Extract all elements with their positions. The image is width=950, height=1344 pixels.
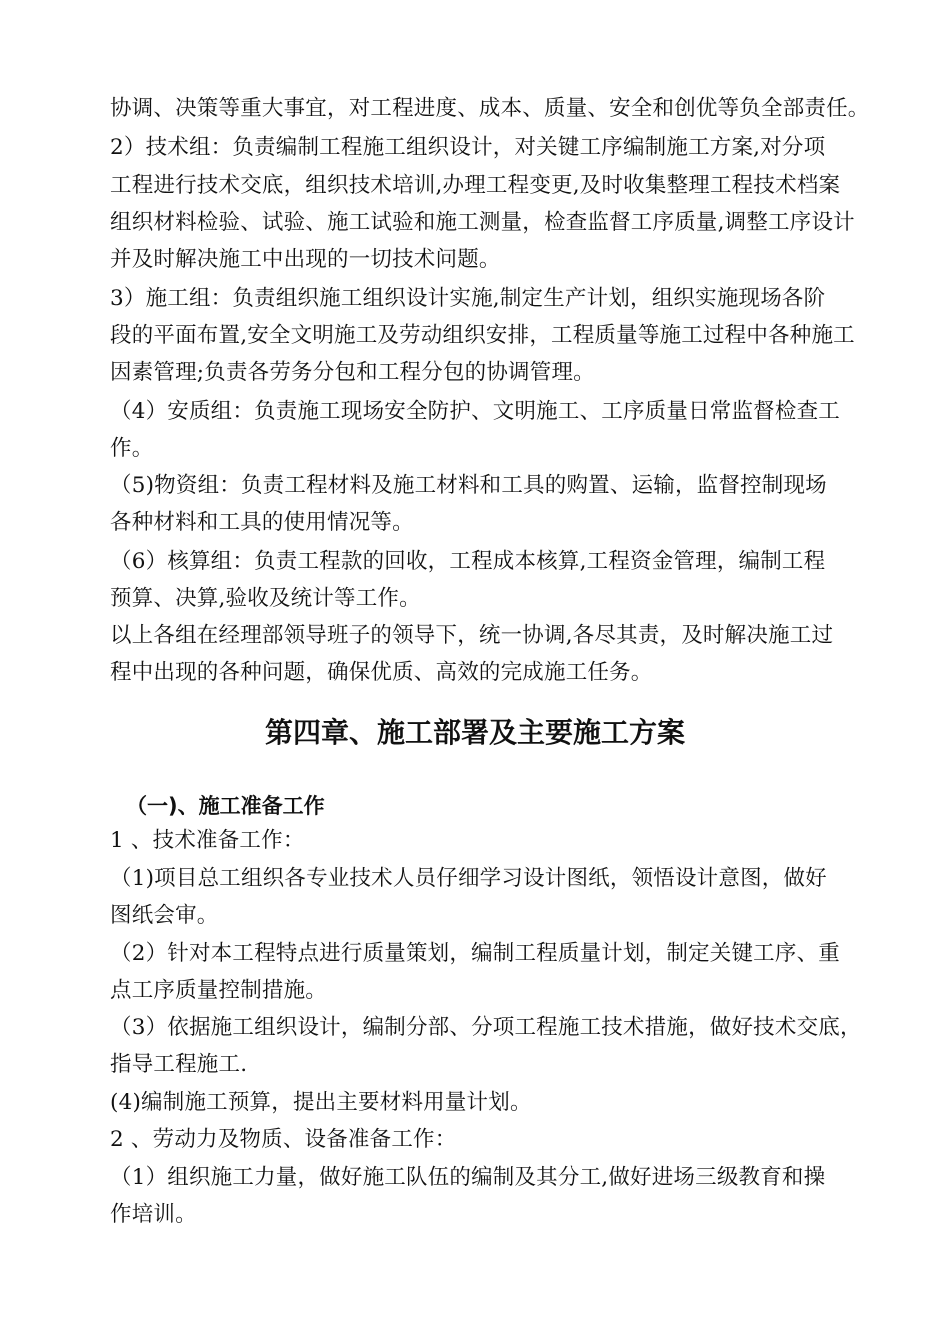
text-line: （6）核算组：负责工程款的回收，工程成本核算,工程资金管理，编制工程 — [110, 549, 826, 574]
text-line: 各种材料和工具的使用情况等。 — [110, 510, 414, 535]
text-line: 作培训。 — [110, 1202, 197, 1227]
text-line: 指导工程施工. — [110, 1052, 248, 1077]
text-line: 程中出现的各种问题，确保优质、高效的完成施工任务。 — [110, 660, 653, 685]
text-line: （4）安质组：负责施工现场安全防护、文明施工、工序质量日常监督检查工 — [110, 399, 840, 424]
text-line: 协调、决策等重大事宜，对工程进度、成本、质量、安全和创优等负全部责任。 — [110, 96, 870, 121]
text-line: 1 、技术准备工作： — [110, 828, 305, 853]
text-line: 预算、决算,验收及统计等工作。 — [110, 586, 421, 611]
text-line: （1）组织施工力量，做好施工队伍的编制及其分工,做好进场三级教育和操 — [110, 1165, 826, 1190]
chapter-title: 第四章、施工部署及主要施工方案 — [264, 716, 685, 749]
text-line: 点工序质量控制措施。 — [110, 978, 328, 1003]
text-line: 2）技术组：负责编制工程施工组织设计，对关键工序编制施工方案,对分项 — [110, 135, 826, 160]
text-line: （3）依据施工组织设计，编制分部、分项工程施工技术措施，做好技术交底， — [110, 1015, 862, 1040]
text-line: 图纸会审。 — [110, 903, 219, 928]
text-line: 工程进行技术交底，组织技术培训,办理工程变更,及时收集整理工程技术档案 — [110, 173, 841, 198]
text-line: 作。 — [110, 436, 154, 461]
section-heading: （一)、施工准备工作 — [126, 794, 325, 818]
text-line: 段的平面布置,安全文明施工及劳动组织安排，工程质量等施工过程中各种施工 — [110, 323, 855, 348]
text-line: （2）针对本工程特点进行质量策划，编制工程质量计划，制定关键工序、重 — [110, 941, 840, 966]
text-line: （5)物资组：负责工程材料及施工材料和工具的购置、运输，监督控制现场 — [110, 473, 827, 498]
text-line: 以上各组在经理部领导班子的领导下，统一协调,各尽其责，及时解决施工过 — [110, 623, 834, 648]
text-line: 并及时解决施工中出现的一切技术问题。 — [110, 247, 501, 272]
text-line: (4)编制施工预算，提出主要材料用量计划。 — [110, 1090, 532, 1115]
text-line: （1)项目总工组织各专业技术人员仔细学习设计图纸，领悟设计意图，做好 — [110, 866, 827, 891]
text-line: 3）施工组：负责组织施工组织设计实施,制定生产计划，组织实施现场各阶 — [110, 286, 826, 311]
text-line: 2 、劳动力及物质、设备准备工作： — [110, 1127, 457, 1152]
text-line: 因素管理;负责各劳务分包和工程分包的协调管理。 — [110, 360, 595, 385]
text-line: 组织材料检验、试验、施工试验和施工测量，检查监督工序质量,调整工序设计 — [110, 210, 855, 235]
